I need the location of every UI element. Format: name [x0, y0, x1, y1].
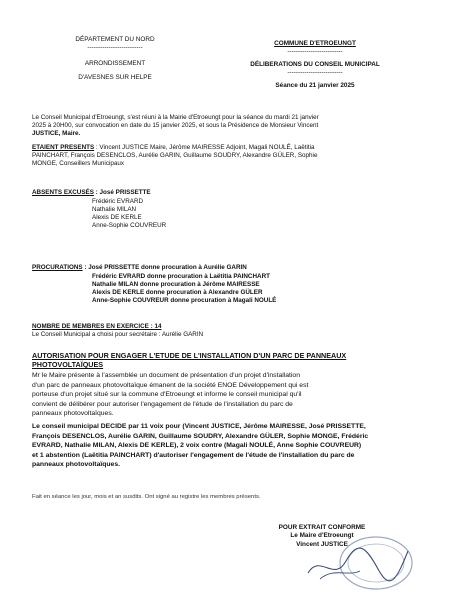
intro-line: JUSTICE, Maire.	[32, 130, 81, 138]
header-left-separator: --------------------------	[87, 44, 143, 51]
deliberation-title-line: AUTORISATION POUR ENGAGER L'ETUDE DE L'INSTALLATION D'UN PARC DE PANNEAUX	[32, 351, 347, 360]
arrondissement-name: D'AVESNES SUR HELPE	[78, 74, 152, 81]
members-section	[32, 323, 203, 339]
procurations-list	[92, 273, 276, 305]
procurations-section	[32, 264, 247, 272]
signature-title: POUR EXTRAIT CONFORME	[278, 524, 366, 531]
paragraph-line: Mr le Maire présente à l'assemblée un document de présentation d'un projet d'installation	[32, 372, 300, 379]
procuration-line: : José PRISSETTE donne procuration à Aurélie GARIN	[82, 264, 247, 271]
header-left	[40, 36, 190, 82]
deliberation-title	[32, 351, 346, 369]
signature-name: Vincent JUSTICE	[296, 540, 348, 548]
presents-line: PAINCHART, François DESENCLOS, Aurélie GARIN, Guillaume SOUDRY, Alexandre GÜLER, Sophie	[32, 152, 318, 160]
deliberation-paragraph-2	[32, 422, 424, 470]
deliberations-title: DÉLIBERATIONS DU CONSEIL MUNICIPAL	[250, 61, 380, 68]
paragraph-line: panneaux photovoltaïques.	[32, 461, 120, 469]
paragraph-line: panneaux photovoltaïques.	[32, 410, 114, 418]
absent-name: Frédéric EVRARD	[92, 198, 144, 205]
paragraph-line: EVRARD, Nathalie MILAN, Alexis DE KERLE), 2 voix contre (Magali NOULÉ, Anne Sophie COUVREUR)	[32, 442, 362, 450]
presents-line: MONGE, Conseillers Municipaux	[32, 160, 125, 168]
procurations-label: PROCURATIONS	[32, 264, 83, 271]
signature-role: Le Maire d'Etroeungt	[290, 532, 354, 540]
absent-name: Alexis DE KERLE	[92, 214, 142, 222]
intro-paragraph	[32, 114, 424, 138]
absent-first: : José PRISSETTE	[93, 189, 151, 196]
members-count: NOMBRE DE MEMBRES EN EXERCICE : 14	[32, 323, 162, 330]
procuration-line: Anne-Sophie COUVREUR donne procuration à Magali NOULÉ	[92, 297, 277, 305]
paragraph-line: Le conseil municipal DECIDE par 11 voix pour (Vincent JUSTICE, Jérôme MAIRESSE, José PRISSETTE,	[32, 423, 366, 430]
absent-name: Nathalie MILAN	[92, 206, 137, 214]
closing-statement: Fait en séance les jour, mois et an susdits. Ont signé au registre les membres présents.	[32, 494, 261, 500]
deliberation-title-line: PHOTOVOLTAÏQUES	[32, 360, 104, 369]
paragraph-line: François DESENCLOS, Aurélie GARIN, Guillaume SOUDRY, Alexandre GÜLER, Sophie MONGE, Frédéric	[32, 432, 369, 440]
absent-name: Anne-Sophie COUVREUR	[92, 222, 167, 230]
paragraph-line: d'un parc de panneaux photovoltaïque émanent de la société ENOE Développement qui est	[32, 381, 309, 389]
presents-section	[32, 144, 424, 168]
paragraph-line: et 1 abstention (Laëtitia PAINCHART) d'autoriser l'engagement de l'étude de l'installation du parc de	[32, 451, 355, 459]
session-date: Séance du 21 janvier 2025	[275, 82, 355, 89]
commune-title: COMMUNE D'ETROEUNGT	[274, 40, 356, 47]
secretary-line: Le Conseil Municipal a choisi pour secrétaire : Aurélie GARIN	[32, 331, 204, 339]
deliberation-paragraph-1	[32, 371, 424, 419]
presents-line: : Vincent JUSTICE Maire, Jérôme MAIRESSE Adjoint, Magali NOULÉ, Laëtitia	[94, 144, 315, 151]
intro-line: Le Conseil Municipal d'Etroeungt, s'est réuni à la Mairie d'Etroeungt pour la séance du mardi 21 janvier	[32, 114, 319, 121]
department-label: DÉPARTEMENT DU NORD	[75, 36, 155, 43]
paragraph-line: convient de délibérer pour autoriser l'engagement de l'étude de l'installation du parc de	[32, 400, 293, 408]
procuration-line: Nathalie MILAN donne procuration à Jérôme MAIRESSE	[92, 281, 260, 289]
paragraph-line: porteuse d'un projet situé sur la commune d'Etroeungt et informe le conseil municipal qu'il	[32, 391, 302, 399]
arrondissement-label: ARRONDISSEMENT	[84, 60, 146, 67]
presents-label: ETAIENT PRESENTS	[32, 144, 95, 151]
absents-label: ABSENTS EXCUSÉS	[32, 189, 94, 196]
header-right-separator-1: --------------------------	[287, 48, 343, 55]
header-right-separator-2: --------------------------	[287, 69, 343, 76]
absents-section	[32, 189, 151, 197]
procuration-line: Alexis DE KERLE donne procuration à Alexandre GÜLER	[92, 289, 263, 297]
official-stamp-signature-icon	[300, 533, 420, 595]
procuration-line: Frédéric EVRARD donne procuration à Laëtitia PAINCHART	[92, 273, 270, 280]
header-right	[235, 40, 395, 90]
intro-line: 2025 à 20H00, sur convocation en date du 15 janvier 2025, et sous la Présidence de Monsieur Vincent	[32, 122, 319, 130]
absents-list	[92, 198, 166, 230]
